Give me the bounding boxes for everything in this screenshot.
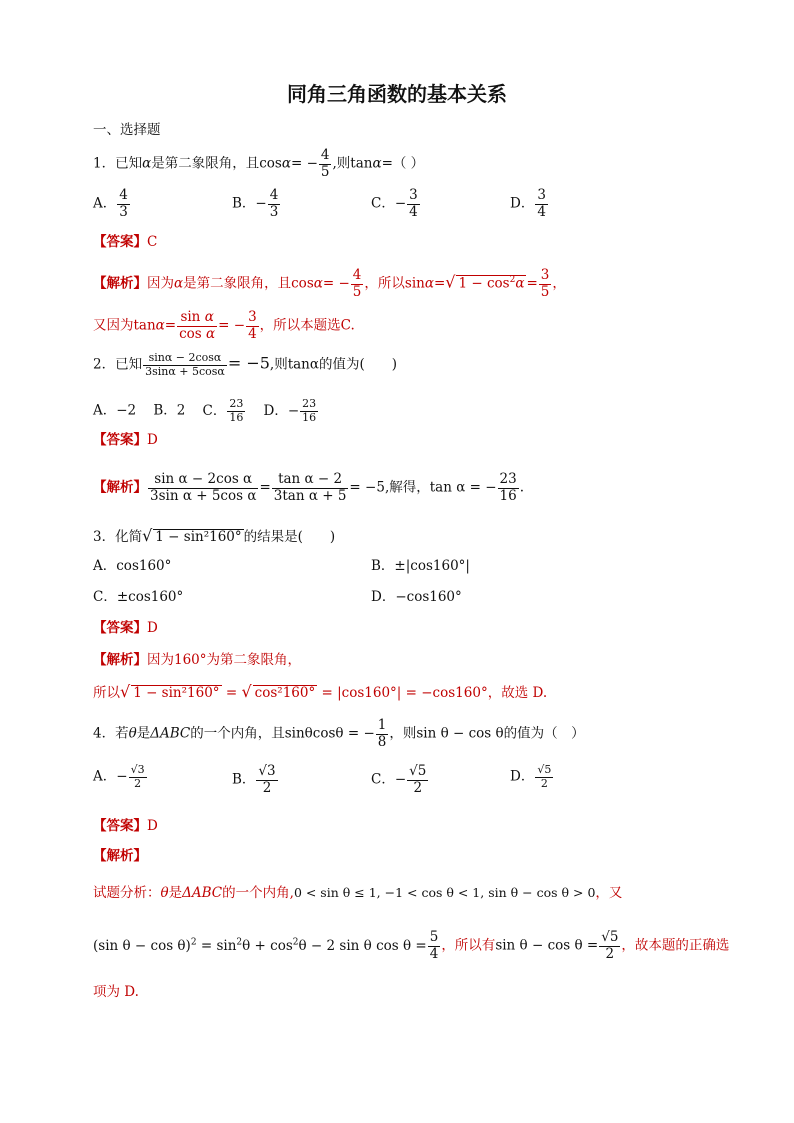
- question-4-option-a[interactable]: A．− $\frac{√3}{2}$: [93, 763, 145, 790]
- question-3-option-d[interactable]: D．−cos160°: [371, 589, 462, 605]
- question-1-option-c[interactable]: C．− $\frac{3}{4}$: [371, 187, 418, 220]
- question-3-analysis-line-2: 所以√ 1 − sin²160° = √ cos²160° = |cos160°| = −cos160°，故选 D.: [93, 682, 548, 701]
- question-3-answer: 【答案】D: [93, 620, 158, 636]
- question-4-analysis-line-2: (sin $\theta - \cos \theta)^2 = \sin^2\theta + \cos^2\theta - 2$ sin θ cos θ = $\frac{5}{4}$ ，所以有sin θ − cos θ = $\frac{√5}{2}$ ，故本题的正确选: [93, 929, 730, 962]
- question-3-stem: 3．化简√ 1 − sin²160° 的结果是( ): [93, 526, 336, 545]
- question-3-analysis-line-1: 【解析】因为160°为第二象限角，: [93, 652, 302, 668]
- question-1-option-b[interactable]: B．− $\frac{4}{3}$: [232, 187, 279, 220]
- question-3-option-c[interactable]: C．±cos160°: [93, 589, 184, 605]
- question-4-analysis-line-1: 试题分析：θ是ΔABC的一个内角,0 < sin θ ≤ 1, −1 < cos θ < 1, sin θ − cos θ > 0，又: [93, 885, 623, 901]
- question-1-stem: 1．已知α是第二象限角，且cosα= − $\frac{4}{5}$ ,则tanα=（ ）: [93, 147, 425, 180]
- question-4-stem: 4．若θ是ΔABC的一个内角，且sinθcosθ = − $\frac{1}{8}$ ，则sin θ − cos θ的值为（ ）: [93, 717, 585, 750]
- question-3-option-a[interactable]: A．cos160°: [93, 558, 172, 574]
- question-1-option-d[interactable]: D． $\frac{3}{4}$: [510, 187, 546, 220]
- question-4-answer: 【答案】D: [93, 818, 158, 834]
- question-2-option-a[interactable]: A．−2: [93, 402, 137, 419]
- question-4-option-b[interactable]: B． $\frac{√3}{2}$: [232, 763, 276, 796]
- question-4-option-d[interactable]: D． $\frac{√5}{2}$: [510, 763, 552, 790]
- question-1-analysis-line-1: 【解析】因为α是第二象限角，且cosα= − $\frac{4}{5}$ ，所以sinα=√ $1 - \cos^2\alpha$ = $\frac{3}{5}$ ，: [93, 267, 566, 300]
- section-heading: 一、选择题: [93, 122, 161, 138]
- question-1-answer: 【答案】C: [93, 234, 158, 250]
- question-2-option-c[interactable]: C． $\frac{23}{16}$: [202, 397, 244, 424]
- question-3-option-b[interactable]: B．±|cos160°|: [371, 558, 470, 574]
- question-4-analysis-line-3: 项为 D.: [93, 984, 139, 1000]
- question-4-analysis-tag: 【解析】: [93, 848, 147, 864]
- question-2-stem: 2．已知 $\frac{\sin\alpha - 2\cos\alpha}{3\sin\alpha + 5\cos\alpha}$ = −5,则tanα的值为( ): [93, 351, 398, 378]
- question-2-options: [93, 398, 319, 424]
- question-1-option-a[interactable]: A． $\frac{4}{3}$: [93, 187, 128, 220]
- question-4-option-c[interactable]: C．− $\frac{√5}{2}$: [371, 763, 427, 796]
- question-2-analysis: 【解析】 $\frac{\text{sin α − 2cos α}}{\text{3sin α + 5cos α}}$ = $\frac{\text{tan α − 2}}{\text{3tan α + 5}}$ = −5,解得，tan α = − $\frac{23}{16}$ .: [93, 471, 525, 504]
- question-2-answer: 【答案】D: [93, 432, 158, 448]
- fraction-4-5: $\frac{4}{5}$: [320, 147, 330, 180]
- page-title: 同角三角函数的基本关系: [287, 82, 507, 106]
- question-2-option-b[interactable]: B．2: [153, 402, 186, 419]
- question-1-analysis-line-2: 又因为tanα= $\frac{\text{sin α}}{\text{cos α}}$ = − $\frac{3}{4}$ ，所以本题选C.: [93, 309, 355, 342]
- question-2-option-d[interactable]: D．− $\frac{23}{16}$: [263, 397, 317, 424]
